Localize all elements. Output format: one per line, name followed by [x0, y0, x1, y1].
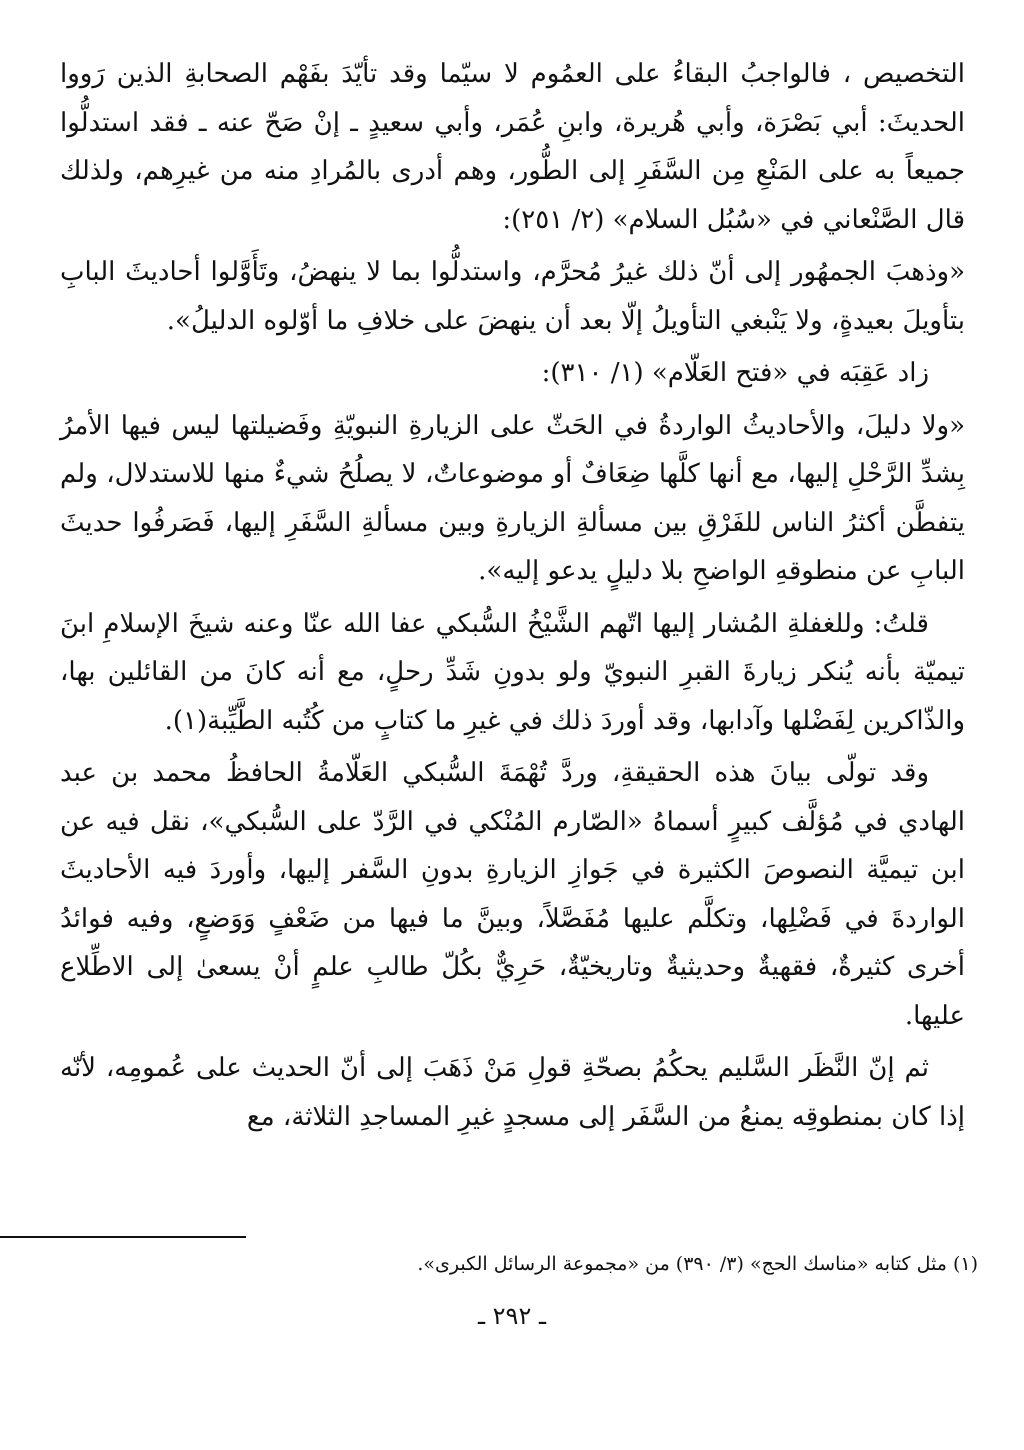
book-page-body [60, 50, 965, 1141]
paragraph-ibn-abd-al-hadi: وقد تولّى بيانَ هذه الحقيقةِ، وردَّ تُهْمَةَ السُّبكي العَلّامةُ الحافظُ محمد بن عبد الهادي في مُؤلَّف كبيرٍ أسماهُ «الصّارم المُنْكي في الرَّدّ على السُّبكي»، نقل فيه عن ابن تيميَّة النصوصَ الكثيرة في جَوازِ الزيارةِ بدونِ السَّفر إليها، وأوردَ فيه الأحاديثَ الواردةَ في فَضْلِها، وتكلَّم عليها مُفَصَّلاً، وبينَّ ما فيها من ضَعْفٍ وَوَضعٍ، وفيه فوائدُ أخرى كثيرةٌ، فقهيةٌ وحديثيةٌ وتاريخيّةٌ، حَرِيٌّ بكُلّ طالبِ علمٍ أنْ يسعىٰ إلى الاطِّلاع عليها. [60, 758, 965, 1031]
paragraph-nazar-salim: ثم إنّ النَّظَر السَّليم يحكُمُ بصحّةِ قولِ مَنْ ذَهَبَ إلى أنّ الحديث على عُمومِه، لأنّه إذا كان بمنطوقِه يمنعُ من السَّفَر إلى مسجدٍ غيرِ المساجدِ الثلاثة، مع [60, 1053, 965, 1132]
page-number: ـ ٢٩٢ ـ [477, 1302, 546, 1330]
footnote: (١) مثل كتابه «مناسك الحج» (٣/ ٣٩٠) من «مجموعة الرسائل الكبرى». [417, 1253, 978, 1275]
paragraph-continuation: التخصيص ، فالواجبُ البقاءُ على العمُوم لا سيّما وقد تأيّدَ بفَهْم الصحابةِ الذين رَووا الحديثَ: أبي بَصْرَة، وأبي هُريرة، وابنِ عُمَر، وأبي سعيدٍ ـ إنْ صَحّ عنه ـ فقد استدلُّوا جميعاً به على المَنْعِ مِن السَّفَرِ إلى الطُّور، وهم أدرى بالمُرادِ منه من غيرِهم، ولذلك قال الصَّنْعاني في «سُبُل السلام» (٢/ ٢٥١): [60, 59, 965, 235]
quote-subul-al-salam: «وذهبَ الجمهُور إلى أنّ ذلك غيرُ مُحرَّم، واستدلُّوا بما لا ينهضُ، وتَأَوَّلوا أحاديثَ البابِ بتأويلَ بعيدةٍ، ولا يَنْبغي التأويلُ إلّا بعد أن ينهضَ على خلافِ ما أوّلوه الدليلُ». [60, 257, 965, 336]
footnote-separator [0, 1236, 246, 1238]
paragraph-qultu: قلتُ: وللغفلةِ المُشار إليها اتّهم الشَّيْخُ السُّبكي عفا الله عنّا وعنه شيخَ الإسلامِ ابنَ تيميّة بأنه يُنكر زيارةَ القبرِ النبويّ ولو بدونِ شَدِّ رحلٍ، مع أنه كانَ من القائلين بها، والذّاكرين لِفَضْلها وآدابها، وقد أوردَ ذلك في غيرِ ما كتابٍ من كُتُبه الطَّيِّبة(١). [60, 608, 965, 736]
quote-fath-al-allam: «ولا دليلَ، والأحاديثُ الواردةُ في الحَثّ على الزيارةِ النبويّةِ وفَضيلتها ليس فيها الأمرُ بِشدِّ الرَّحْلِ إليها، مع أنها كلَّها ضِعَافٌ أو موضوعاتٌ، لا يصلُحُ شيءٌ منها للاستدلال، ولم يتفطَّن أكثرُ الناس للفَرْقِ بين مسألةِ الزيارةِ وبين مسألةِ السَّفَرِ إليها، فَصَرفُوا حديثَ البابِ عن منطوقهِ الواضحِ بلا دليلٍ يدعو إليه». [60, 410, 965, 586]
paragraph-fath-al-allam-intro: زاد عَقِبَه في «فتح العَلّام» (١/ ٣١٠): [541, 358, 929, 388]
